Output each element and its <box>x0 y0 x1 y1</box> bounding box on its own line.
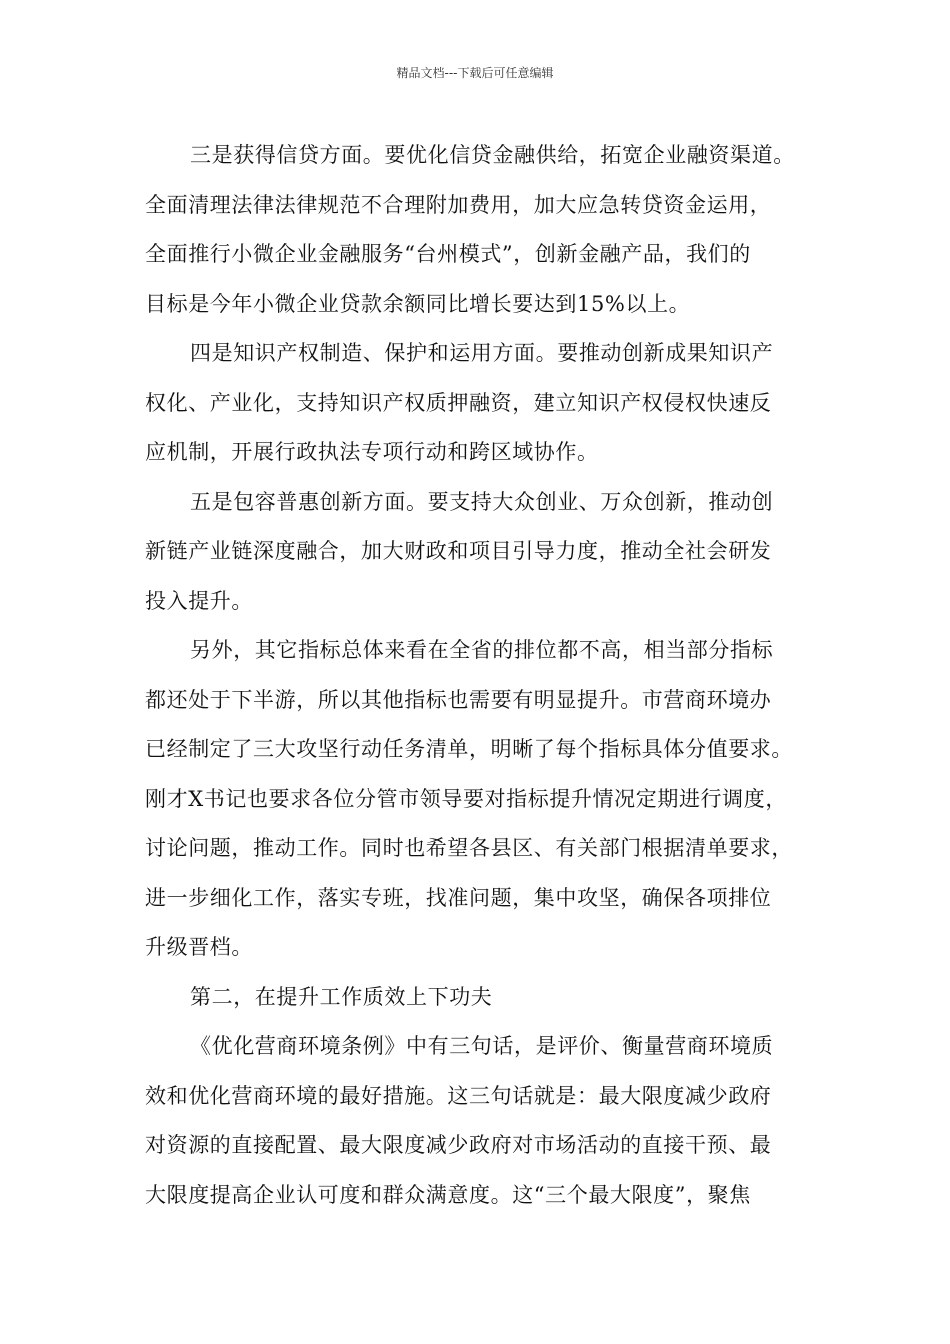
text-line: 效和优化营商环境的最好措施。这三句话就是：最大限度减少政府 <box>145 1083 772 1108</box>
text-line: 对资源的直接配置、最大限度减少政府对市场活动的直接干预、最 <box>145 1133 772 1157</box>
text-line: 四是知识产权制造、保护和运用方面。要推动创新成果知识产 <box>190 341 774 365</box>
text-line: 权化、产业化，支持知识产权质押融资，建立知识产权侵权快速反 <box>145 390 772 415</box>
text-line: 另外，其它指标总体来看在全省的排位都不高，相当部分指标 <box>190 638 774 662</box>
text-line: 升级晋档。 <box>145 935 253 959</box>
text-line: 投入提升。 <box>145 588 253 613</box>
text-line: 已经制定了三大攻坚行动任务清单，明晰了每个指标具体分值要求。 <box>145 737 793 761</box>
text-line: 大限度提高企业认可度和群众满意度。这“三个最大限度”，聚焦 <box>145 1182 751 1207</box>
page-header: 精品文档---下载后可任意编辑 <box>396 66 554 80</box>
text-line: 讨论问题，推动工作。同时也希望各县区、有关部门根据清单要求， <box>145 836 793 860</box>
document-body <box>145 131 815 1220</box>
text-line: 三是获得信贷方面。要优化信贷金融供给，拓宽企业融资渠道。 <box>190 143 795 167</box>
text-line: 目标是今年小微企业贷款余额同比增长要达到15%以上。 <box>145 291 691 316</box>
text-line: 全面清理法律法律规范不合理附加费用，加大应急转贷资金运用， <box>145 192 772 217</box>
text-line: 应机制，开展行政执法专项行动和跨区域协作。 <box>145 440 599 464</box>
text-line: 《优化营商环境条例》中有三句话，是评价、衡量营商环境质 <box>190 1034 774 1058</box>
text-line: 全面推行小微企业金融服务“台州模式”，创新金融产品，我们的 <box>145 242 751 266</box>
text-line: 五是包容普惠创新方面。要支持大众创业、万众创新，推动创 <box>190 489 774 514</box>
text-line: 刚才X书记也要求各位分管市领导要对指标提升情况定期进行调度， <box>145 786 787 811</box>
text-line: 都还处于下半游，所以其他指标也需要有明显提升。市营商环境办 <box>145 687 772 712</box>
text-line: 新链产业链深度融合，加大财政和项目引导力度，推动全社会研发 <box>145 539 772 563</box>
section-heading: 第二，在提升工作质效上下功夫 <box>190 984 493 1009</box>
text-line: 进一步细化工作，落实专班，找准问题，集中攻坚，确保各项排位 <box>145 885 772 910</box>
